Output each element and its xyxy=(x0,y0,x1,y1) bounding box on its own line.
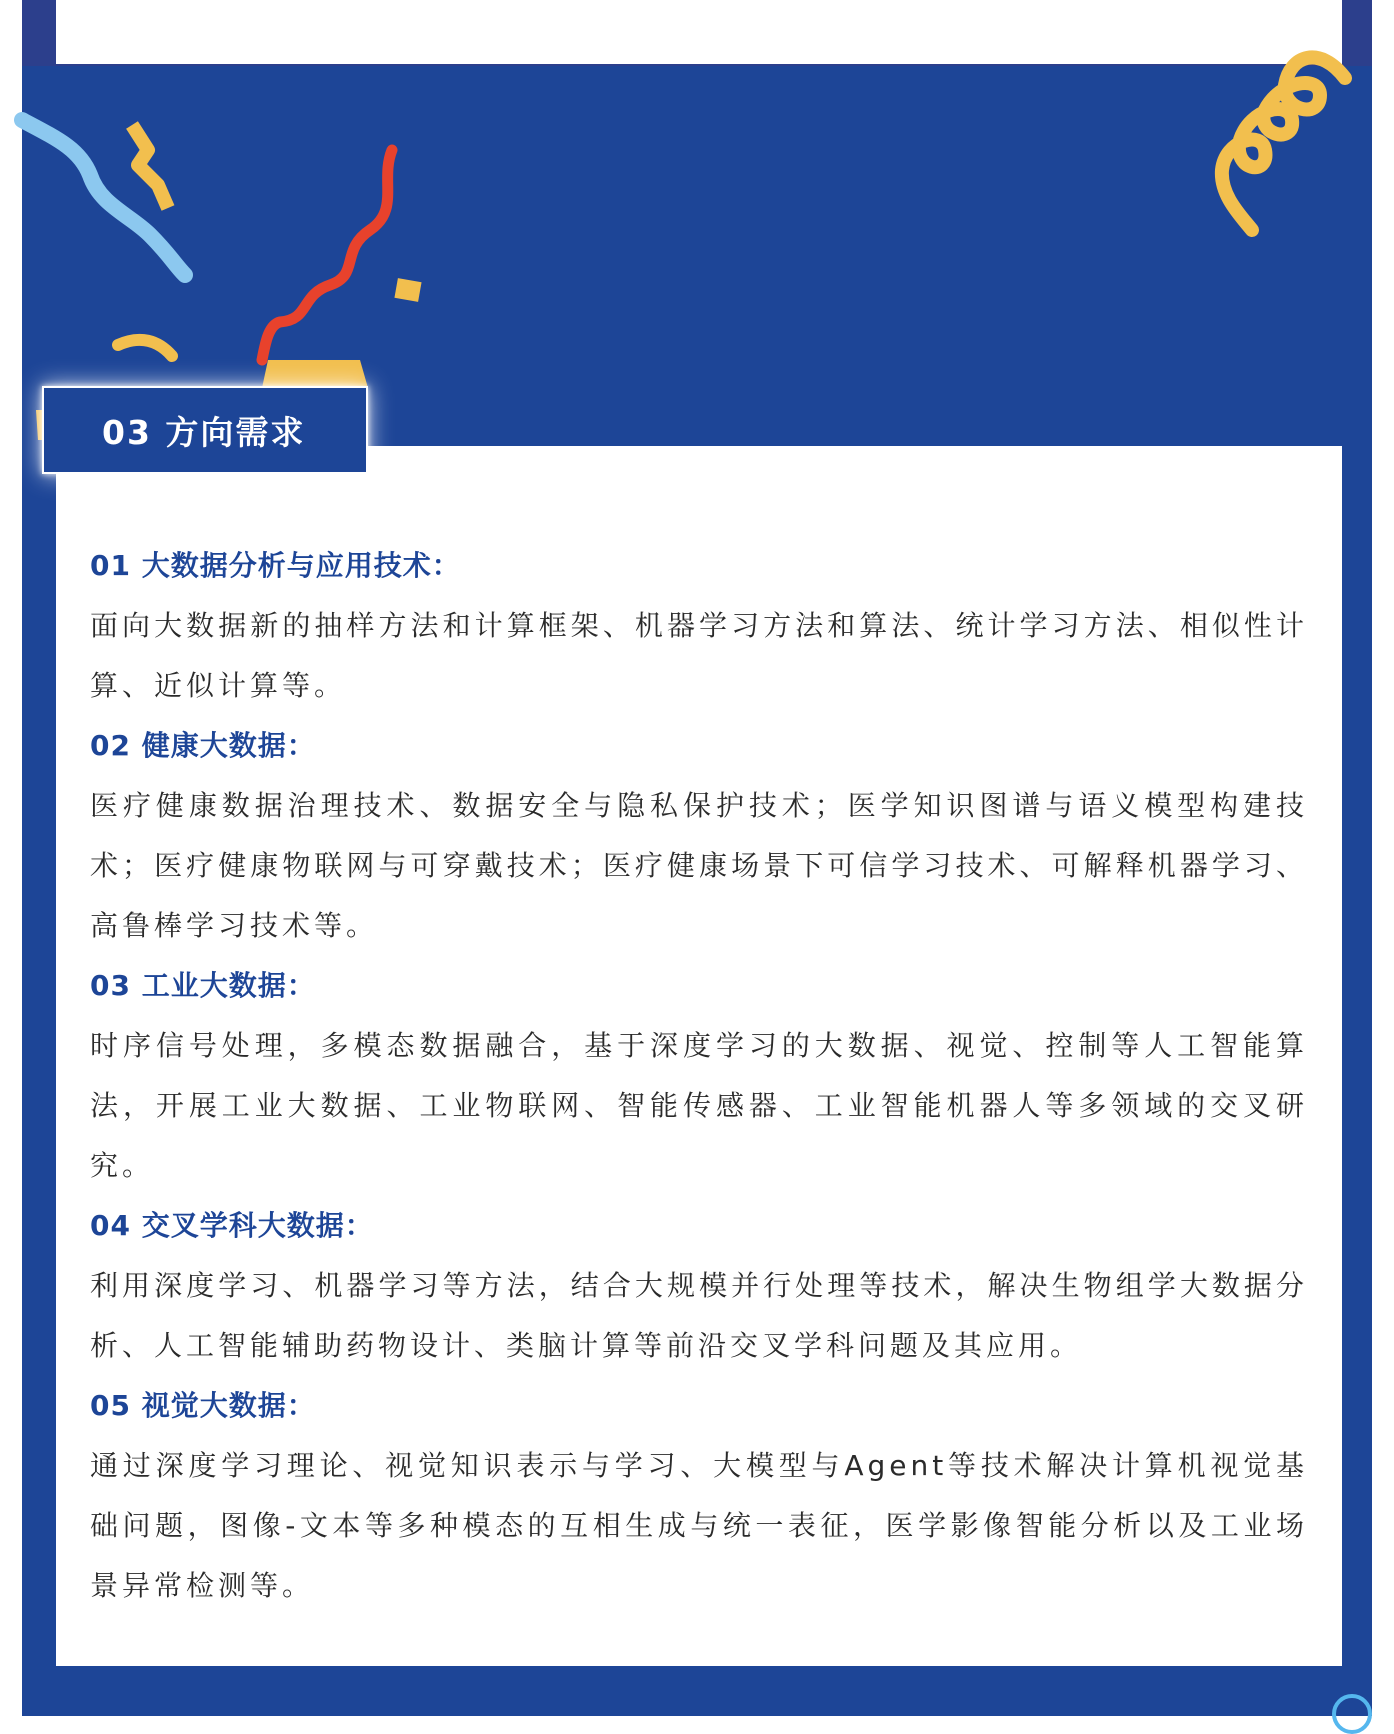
red-streamer xyxy=(262,150,392,360)
yellow-bit xyxy=(394,278,421,302)
item-body: 面向大数据新的抽样方法和计算框架、机器学习方法和算法、统计学习方法、相似性计算、近似计算等。 xyxy=(90,609,1308,702)
list-item xyxy=(90,716,1308,956)
section-header-tab xyxy=(42,386,368,474)
item-heading: 04 交叉学科大数据： xyxy=(90,1209,374,1242)
list-item xyxy=(90,1376,1308,1616)
list-item xyxy=(90,536,1308,716)
item-heading: 02 健康大数据： xyxy=(90,729,316,762)
item-heading: 03 工业大数据： xyxy=(90,969,316,1002)
section-title: 03 方向需求 xyxy=(102,412,306,452)
list-item xyxy=(90,956,1308,1196)
item-body: 利用深度学习、机器学习等方法，结合大规模并行处理等技术，解决生物组学大数据分析、人工智能辅助药物设计、类脑计算等前沿交叉学科问题及其应用。 xyxy=(90,1269,1308,1362)
yellow-spiral xyxy=(1222,57,1345,230)
requirements-list xyxy=(90,536,1308,1616)
item-heading: 05 视觉大数据： xyxy=(90,1389,316,1422)
list-item xyxy=(90,1196,1308,1376)
yellow-curl-small xyxy=(118,340,172,356)
decorative-ring xyxy=(1332,1694,1372,1734)
item-body: 时序信号处理，多模态数据融合，基于深度学习的大数据、视觉、控制等人工智能算法，开展工业大数据、工业物联网、智能传感器、工业智能机器人等多领域的交叉研究。 xyxy=(90,1029,1308,1182)
item-body: 医疗健康数据治理技术、数据安全与隐私保护技术；医学知识图谱与语义模型构建技术；医疗健康物联网与可穿戴技术；医疗健康场景下可信学习技术、可解释机器学习、高鲁棒学习技术等。 xyxy=(90,789,1308,942)
yellow-squiggle xyxy=(132,125,168,208)
item-heading: 01 大数据分析与应用技术： xyxy=(90,549,461,582)
item-body: 通过深度学习理论、视觉知识表示与学习、大模型与Agent等技术解决计算机视觉基础问题，图像-文本等多种模态的互相生成与统一表征，医学影像智能分析以及工业场景异常检测等。 xyxy=(90,1449,1308,1602)
yellow-fan xyxy=(262,360,368,388)
